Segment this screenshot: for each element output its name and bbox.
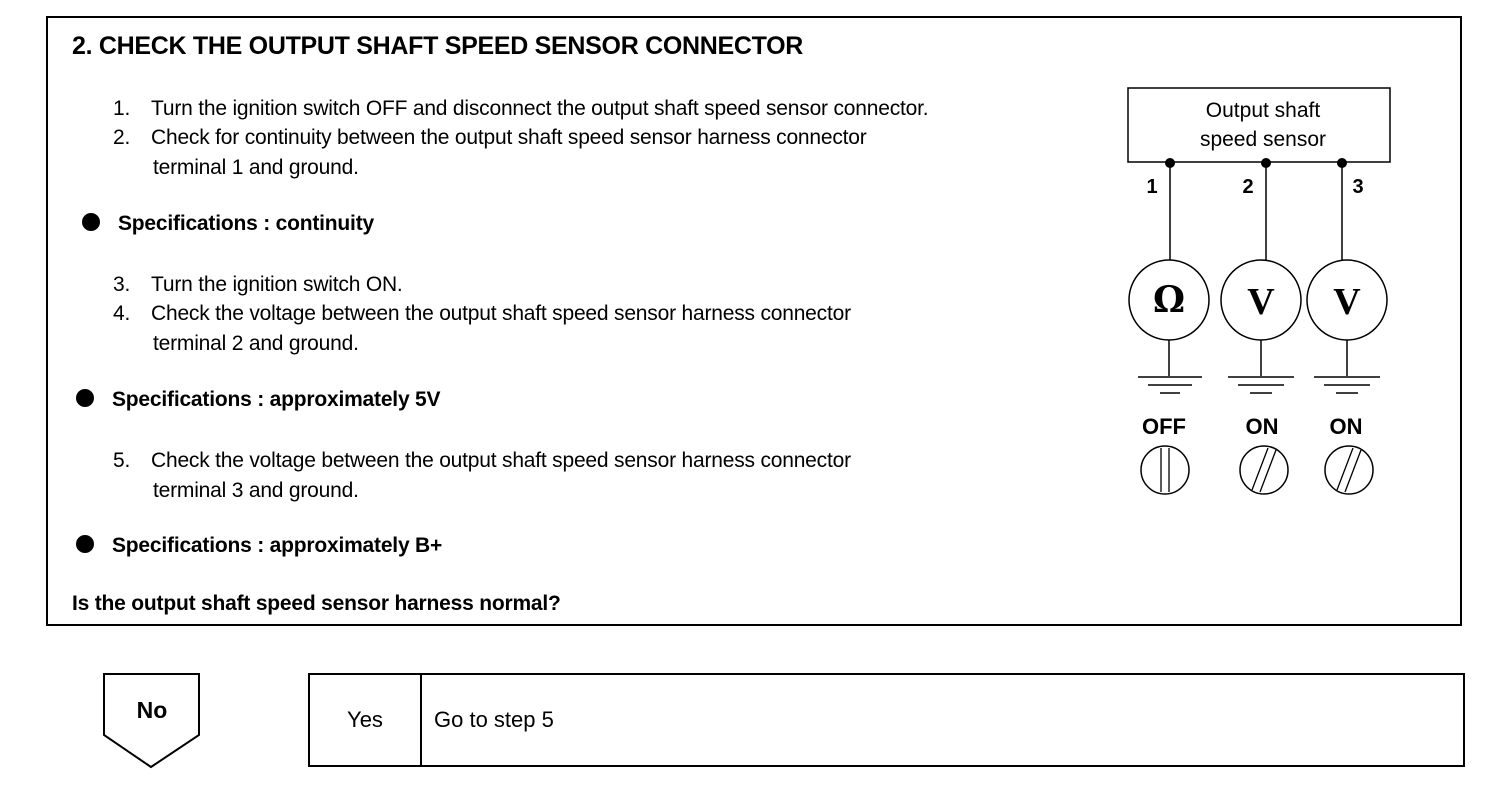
ground-symbol-2	[1228, 377, 1294, 393]
step-3-text: Turn the ignition switch ON.	[151, 273, 403, 296]
section-heading: 2. CHECK THE OUTPUT SHAFT SPEED SENSOR CONNECTOR	[72, 32, 804, 60]
ground-symbol-1	[1138, 377, 1202, 393]
ignition-on-icon	[1240, 446, 1288, 494]
step-4-text: Check the voltage between the output shaft speed sensor harness connector	[151, 302, 851, 325]
bullet-icon	[76, 535, 94, 553]
step-4-continuation: terminal 2 and ground.	[153, 332, 359, 355]
spec-continuity	[82, 212, 374, 236]
terminal-3-label: 3	[1352, 176, 1364, 198]
spec-1-text: Specifications : continuity	[118, 212, 374, 235]
ohm-symbol: Ω	[1152, 279, 1186, 321]
volt-symbol-2: V	[1247, 281, 1275, 323]
switch-state-2: ON	[1245, 414, 1279, 439]
spec-battery	[76, 534, 442, 558]
bullet-icon	[76, 389, 94, 407]
yes-action: Go to step 5	[434, 707, 554, 732]
terminal-2-label: 2	[1242, 176, 1254, 198]
sensor-label-line2: speed sensor	[1199, 128, 1327, 151]
spec-5v	[76, 388, 440, 412]
step-2-text: Check for continuity between the output shaft speed sensor harness connector	[151, 126, 867, 149]
step-1-text: Turn the ignition switch OFF and disconnect the output shaft speed sensor connector.	[151, 97, 929, 120]
switch-state-3: ON	[1329, 414, 1363, 439]
no-branch[interactable]	[103, 673, 201, 771]
yes-label: Yes	[347, 707, 383, 732]
switch-state-1: OFF	[1142, 414, 1186, 439]
ground-symbol-3	[1314, 377, 1380, 393]
sensor-label-line1: Output shaft	[1205, 99, 1321, 122]
step-5-continuation: terminal 3 and ground.	[153, 479, 359, 502]
answer-divider	[420, 675, 422, 765]
step-5-text: Check the voltage between the output shaft speed sensor harness connector	[151, 449, 851, 472]
step-2-number: 2.	[113, 126, 131, 149]
ignition-off-icon	[1141, 446, 1189, 494]
step-4-number: 4.	[113, 302, 131, 325]
spec-2-text: Specifications : approximately 5V	[112, 388, 441, 411]
no-label: No	[136, 697, 168, 723]
wiring-diagram	[1118, 80, 1398, 520]
step-5-number: 5.	[113, 449, 131, 472]
step-1-number: 1.	[113, 97, 131, 120]
step-2-continuation: terminal 1 and ground.	[153, 156, 359, 179]
terminal-1-label: 1	[1146, 176, 1158, 198]
spec-3-text: Specifications : approximately B+	[112, 534, 443, 557]
ignition-on-icon	[1325, 446, 1373, 494]
harness-question: Is the output shaft speed sensor harness normal?	[72, 592, 561, 615]
yes-branch[interactable]	[308, 673, 1465, 767]
volt-symbol-3: V	[1333, 281, 1361, 323]
bullet-icon	[82, 213, 100, 231]
step-3-number: 3.	[113, 273, 131, 296]
